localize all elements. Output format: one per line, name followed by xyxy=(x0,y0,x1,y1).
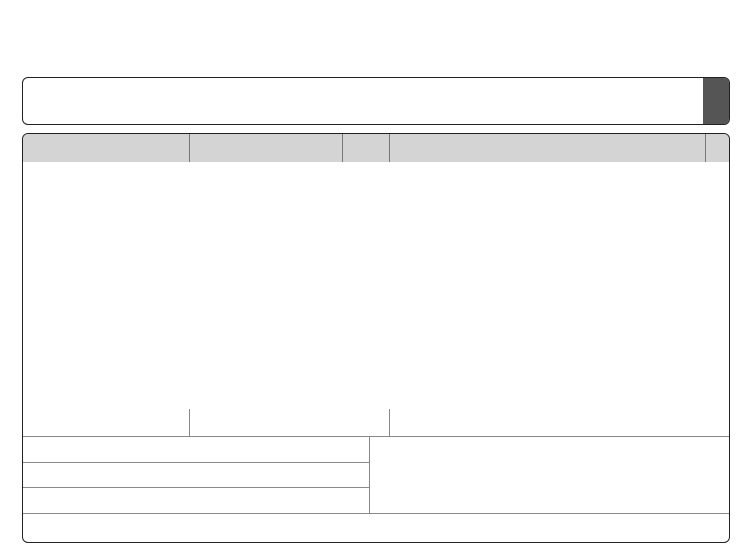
tax-row xyxy=(23,462,370,488)
invoice-total-label xyxy=(390,409,729,436)
payable-row xyxy=(23,513,729,543)
header-total-price xyxy=(190,134,293,162)
header-row-number xyxy=(706,134,729,162)
buyer-box xyxy=(22,77,730,125)
invoice-total-amount xyxy=(190,409,293,436)
invoice-total-row xyxy=(23,409,729,437)
invoice-total-qty xyxy=(343,409,390,436)
prev-debt-row xyxy=(23,487,370,513)
header-total-notes xyxy=(23,134,190,162)
header-quantity xyxy=(343,134,390,162)
invoice-table xyxy=(22,133,730,543)
invoice-total-left xyxy=(23,409,190,436)
discount-row xyxy=(23,437,370,463)
header-description xyxy=(390,134,706,162)
buyer-label-tab xyxy=(703,78,729,124)
adjustments-box xyxy=(23,437,370,513)
